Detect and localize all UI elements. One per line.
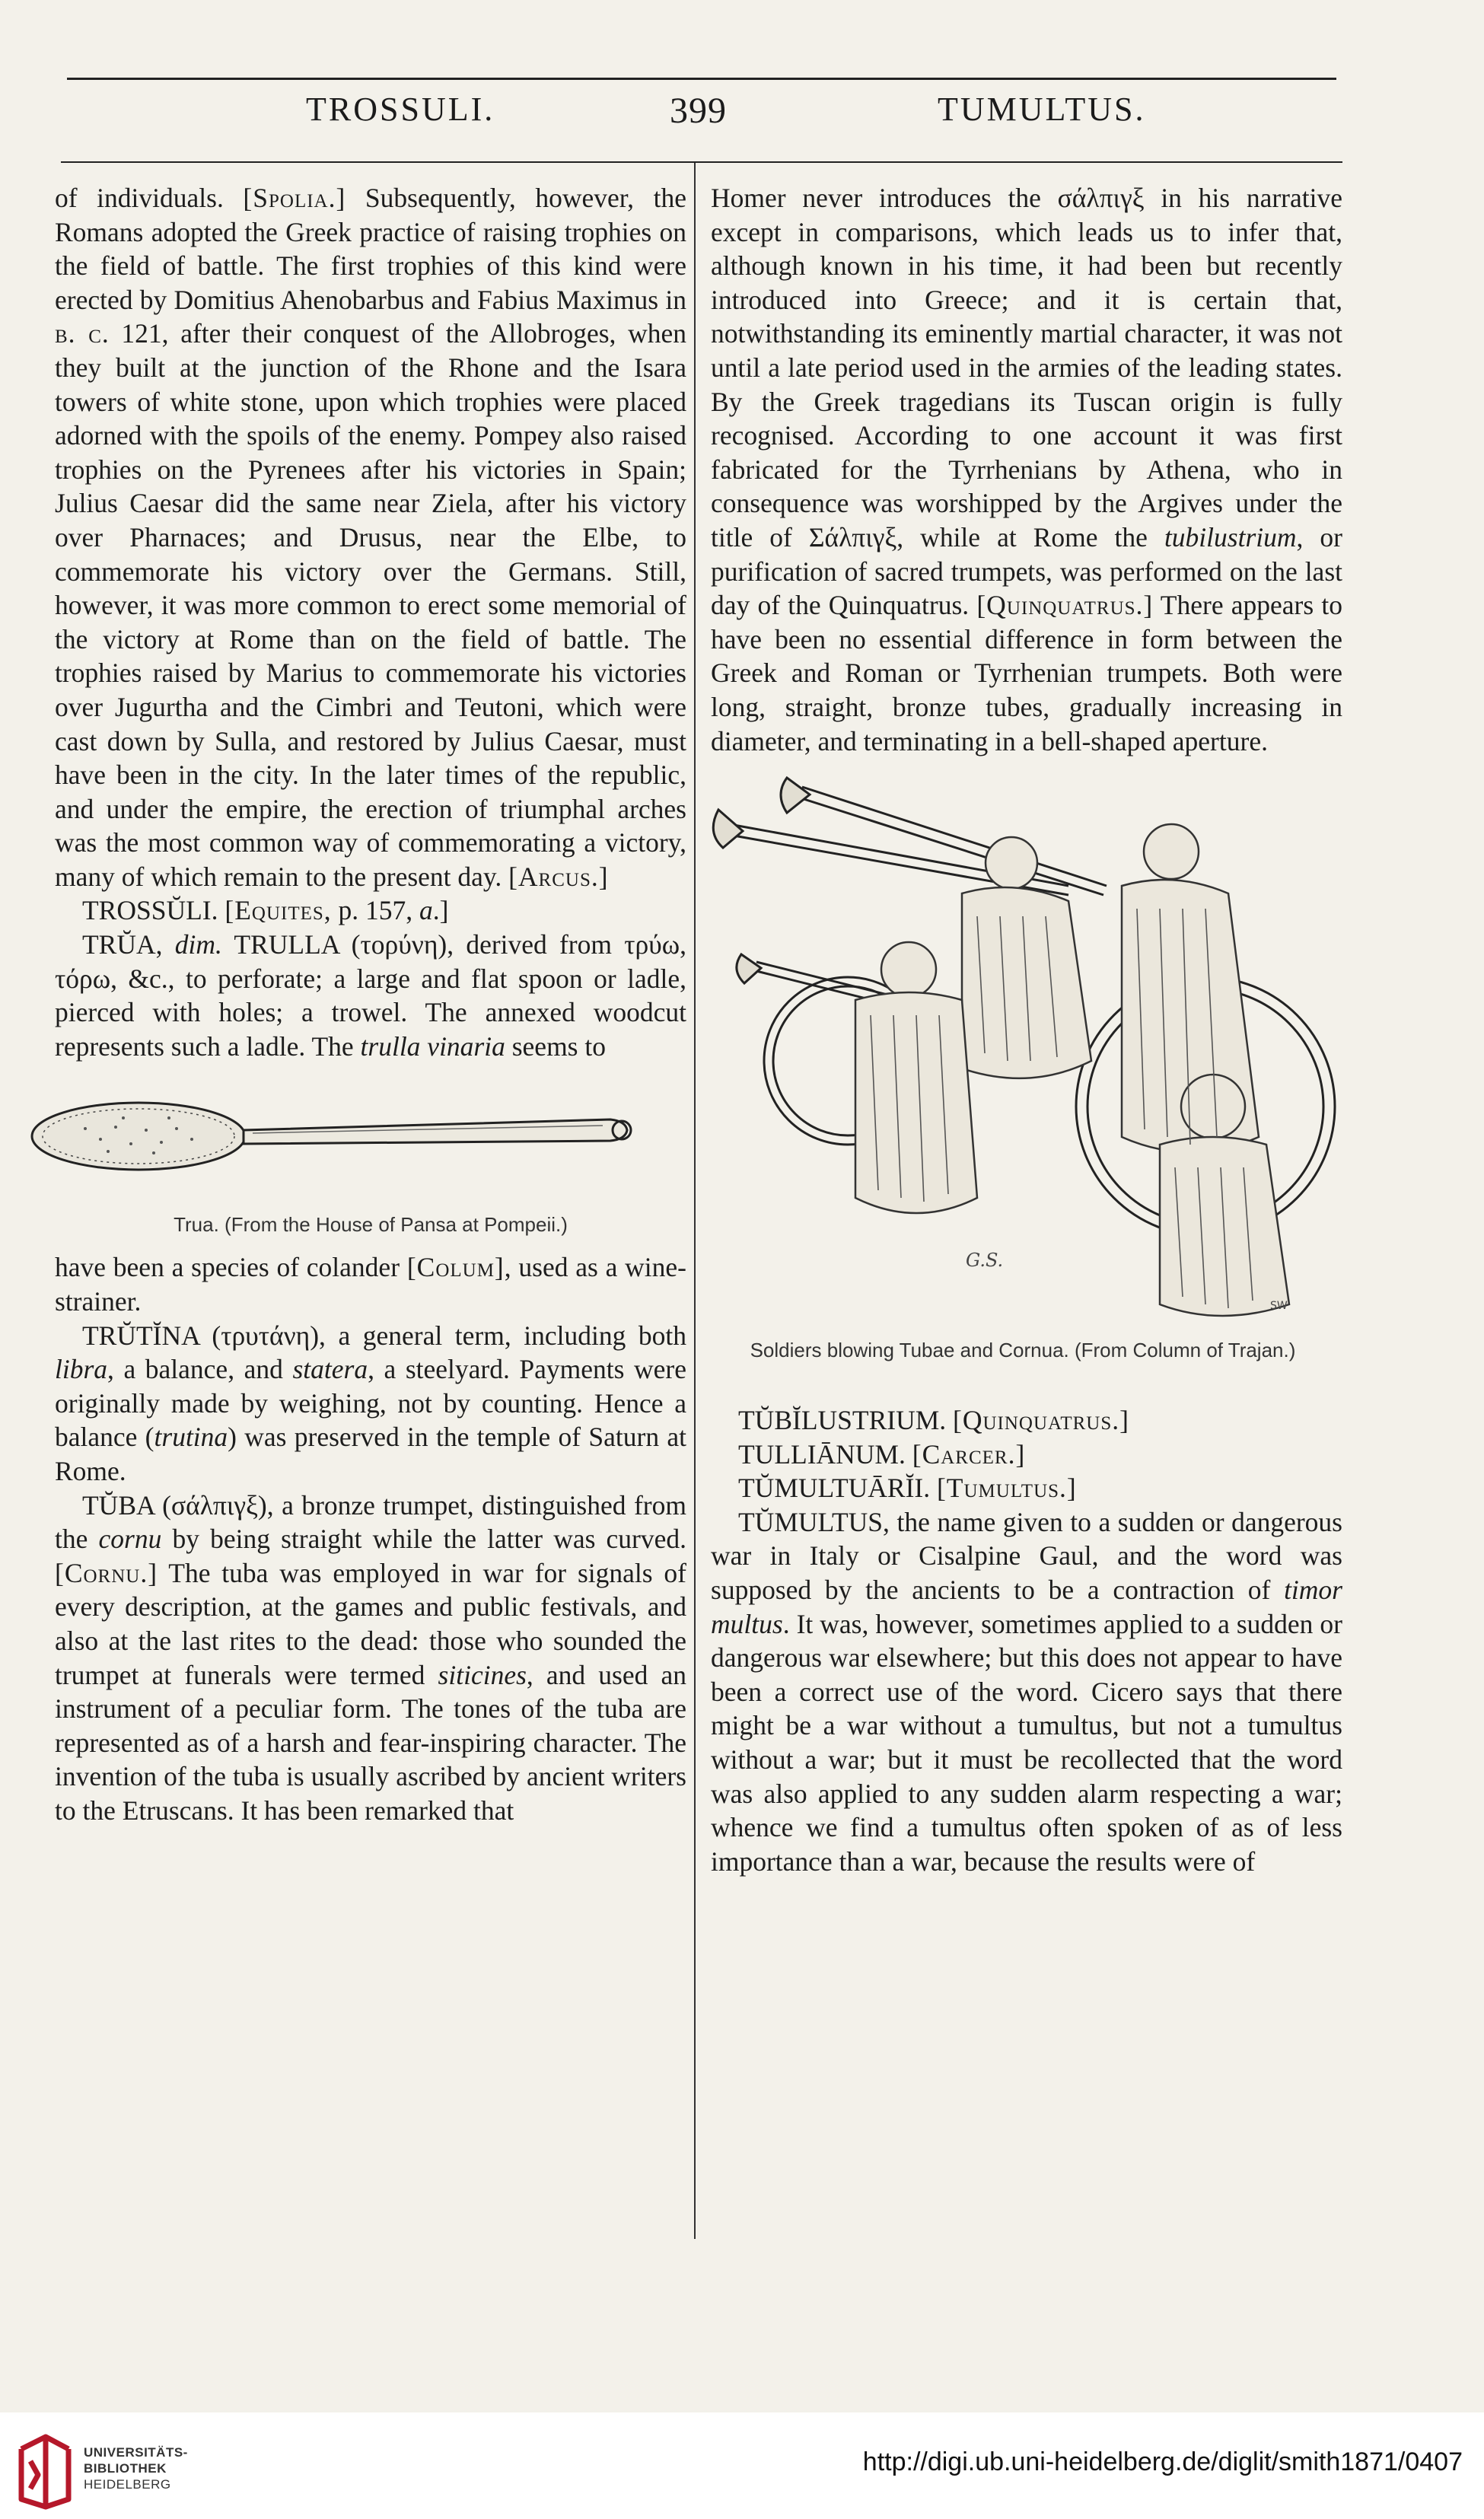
library-logo[interactable]: [15, 2434, 198, 2510]
paragraph-trophies: of individuals. [Spolia.] Subsequently, however, the Romans adopted the Greek practice of raising trophies on the field of battle. The first trophies of this kind were erected by Domitius Ahenobarbus and Fabius Maximus in b. c. 121, after their conquest of the Allobroges, when they built at the junction of the Rhone and the Isara towers of white stone, upon which trophies were placed adorned with the spoils of the enemy. Pompey also raised trophies on the Pyrenees after his victories in Spain; Julius Caesar did the same near Ziela, after his victory over Pharnaces; and Drusus, near the Elbe, to commemorate his victory over the Germans. Still, however, it was more common to erect some memorial of the victory at Rome than on the field of battle. The trophies raised by Marius to commemorate his victories over Jugurtha and the Cimbri and Teutoni, which were cast down by Sulla, and restored by Julius Caesar, must have been in the city. In the later times of the republic, and under the empire, the erection of triumphal arches was the most common way of commemorating a victory, many of which remain to the present day. [Arcus.]: [55, 183, 686, 892]
header-left-word: TROSSULI.: [306, 91, 495, 128]
library-logo-icon: [15, 2434, 75, 2510]
top-rule: [67, 78, 1336, 80]
figure-signature: SW: [1270, 1300, 1288, 1313]
entry-tumultuarii: TŬMULTUĀRĬI. [Tumultus.]: [738, 1473, 1077, 1504]
cross-ref-tumultus[interactable]: [Tumultus.]: [936, 1473, 1077, 1504]
right-column: [711, 181, 1342, 1878]
cross-ref-colum[interactable]: [Colum]: [406, 1252, 505, 1283]
source-url-link[interactable]: http://digi.ub.uni-heidelberg.de/diglit/smith1871/0407: [862, 2447, 1463, 2476]
entry-tullianum: TULLIĀNUM. [Carcer.]: [738, 1438, 1026, 1470]
cross-ref-cornu[interactable]: [Cornu.]: [55, 1557, 158, 1588]
header-rule: [61, 161, 1342, 163]
trua-figure: [55, 1083, 686, 1250]
entry-tuba: TŬBA (σάλπιγξ), a bronze trumpet, distinguished from the cornu by being straight while the latter was curved. [Cornu.] The tuba was employed in war for signals of every description, at the games and public festivals, and also at the last rites to the dead: those who sounded the trumpet at funerals were termed siticines, and used an instrument of a peculiar form. The tones of the tuba are represented as of a harsh and fear-inspiring character. The invention of the tuba is usually ascribed by ancient writers to the Etruscans. It has been remarked that: [55, 1489, 686, 1826]
column-divider: [694, 163, 696, 2239]
cross-ref-quinquatrus-2[interactable]: [Quinquatrus.]: [953, 1405, 1129, 1436]
cross-ref-equites[interactable]: [Equites,: [225, 895, 332, 926]
cross-ref-quinquatrus[interactable]: [Quinquatrus.]: [976, 590, 1154, 621]
soldiers-engraving: [711, 772, 1342, 1320]
entry-trutina: TRŬTĬNA (τρυτάνη), a general term, including both libra, a balance, and statera, a steelyard. Payments were originally made by weighing, not by counting. Hence a balance (trutina) was preserved in the temple of Saturn at Rome.: [55, 1320, 686, 1486]
paragraph-colander: have been a species of colander [Colum], used as a wine-strainer.: [55, 1252, 687, 1317]
library-logo-text: UNIVERSITÄTS- BIBLIOTHEK HEIDELBERG: [84, 2445, 188, 2492]
ladle-illustration: [24, 1083, 656, 1197]
entry-tubilustrium: TŬBĬLUSTRIUM. [Quinquatrus.]: [738, 1405, 1129, 1436]
trua-caption: Trua. (From the House of Pansa at Pompeii.): [174, 1213, 568, 1237]
footer-bar: [0, 2412, 1484, 2519]
paragraph-homer: Homer never introduces the σάλπιγξ in his narrative except in comparisons, which leads us to infer that, although known in his time, it had been but recently introduced into Greece; and it is certain that, notwithstanding its eminently martial character, it was not until a late period used in the armies of the leading states. By the Greek tragedians its Tuscan origin is fully recognised. According to one account it was first fabricated for the Tyrrhenians by Athena, who in consequence was worshipped by the Argives under the title of Σάλπιγξ, while at Rome the tubilustrium, or purification of sacred trumpets, was performed on the last day of the Quinquatrus. [Quinquatrus.] There appears to have been no essential difference in form between the Greek and Roman or Tyrrhenian trumpets. Both were long, straight, bronze tubes, gradually increasing in diameter, and terminating in a bell-shaped aperture.: [711, 183, 1342, 756]
entry-tumultus: TŬMULTUS, the name given to a sudden or dangerous war in Italy or Cisalpine Gaul, and the word was supposed by the ancients to be a contraction of timor multus. It was, however, sometimes applied to a sudden or dangerous war elsewhere; but this does not appear to have been a correct use of the word. Cicero says that there might be a war without a tumultus, but not a tumultus without a war; but it must be recollected that the word was also applied to any sudden alarm respecting a war; whence we find a tumultus often spoken of as of less importance than a war, because the results were of: [711, 1506, 1342, 1877]
tubae-figure: [711, 772, 1342, 1403]
cross-ref-arcus[interactable]: [Arcus.]: [508, 861, 609, 892]
left-column: [55, 181, 686, 1828]
entry-trua: TRŬA, dim. TRULLA (τορύνη), derived from τρύω, τόρω, &c., to perforate; a large and flat spoon or ladle, pierced with holes; a trowel. The annexed woodcut represents such a ladle. The trulla vinaria seems to: [55, 929, 687, 1062]
cross-ref-carcer[interactable]: [Carcer.]: [912, 1438, 1026, 1470]
tubae-caption: Soldiers blowing Tubae and Cornua. (From Column of Trajan.): [750, 1339, 1296, 1362]
running-header: [61, 90, 1339, 158]
figure-monogram: G.S.: [966, 1250, 1004, 1272]
page-number: 399: [670, 91, 727, 131]
cross-ref-spolia[interactable]: [Spolia.]: [243, 183, 346, 213]
header-right-word: TUMULTUS.: [938, 91, 1146, 128]
entry-trossuli: TROSSŬLI. [Equites, p. 157, a.]: [82, 895, 449, 926]
